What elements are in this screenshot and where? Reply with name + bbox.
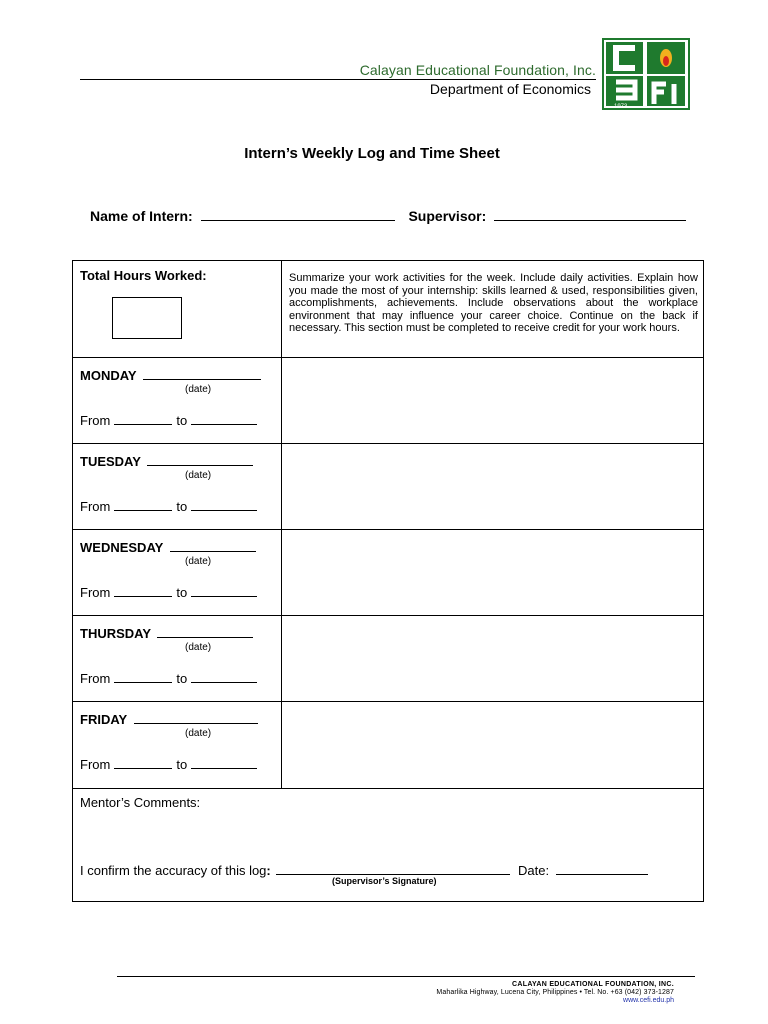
intern-supervisor-row [90,207,686,224]
from-label: From [80,757,111,772]
day-name-tuesday: TUESDAY [80,454,141,469]
mentor-comments-cell[interactable] [73,788,703,901]
date-hint: (date) [185,470,212,481]
to-label: to [176,413,188,428]
from-label: From [80,499,111,514]
to-time-field[interactable] [191,585,257,597]
intern-name-field[interactable] [201,207,395,221]
date-field-monday[interactable] [143,366,261,380]
time-range-thursday [80,671,257,686]
footer-website-link[interactable]: www.cefi.edu.ph [623,997,674,1004]
time-range-monday [80,413,257,428]
day-label-thursday [80,624,253,641]
time-range-wednesday [80,585,257,600]
footer-address: Maharlika Highway, Lucena City, Philippines • Tel. No. +63 (042) 373-1287 [436,989,674,996]
to-label: to [176,757,188,772]
to-time-field[interactable] [191,671,257,683]
activity-cell-thursday[interactable] [282,615,703,701]
to-time-field[interactable] [191,413,257,425]
day-label-wednesday [80,538,256,555]
signature-hint: (Supervisor’s Signature) [332,876,437,886]
confirm-label: I confirm the accuracy of this log [80,863,267,878]
from-label: From [80,585,111,600]
to-time-field[interactable] [191,499,257,511]
activity-cell-tuesday[interactable] [282,443,703,529]
from-label: From [80,671,111,686]
cefi-logo [602,38,690,110]
activity-cell-wednesday[interactable] [282,529,703,615]
day-cell-thursday [73,615,282,701]
date-field-friday[interactable] [134,710,258,724]
to-label: to [176,499,188,514]
from-time-field[interactable] [114,499,172,511]
from-time-field[interactable] [114,671,172,683]
time-range-friday [80,757,257,772]
day-label-friday [80,710,258,727]
date-label: Date: [518,863,550,878]
date-hint: (date) [185,728,212,739]
weekly-log-table [72,260,704,902]
to-label: to [176,585,188,600]
logo-year: 1973 [614,104,628,110]
intern-label: Name of Intern: [90,208,193,224]
date-field-thursday[interactable] [157,624,253,638]
document-title: Intern’s Weekly Log and Time Sheet [244,145,500,162]
day-label-tuesday [80,452,253,469]
instructions-cell [282,261,703,357]
date-hint: (date) [185,556,212,567]
date-hint: (date) [185,642,212,653]
department-name: Department of Economics [429,81,591,97]
day-name-thursday: THURSDAY [80,626,151,641]
organization-name: Calayan Educational Foundation, Inc. [359,62,596,78]
day-label-monday [80,366,261,383]
footer-organization: CALAYAN EDUCATIONAL FOUNDATION, INC. [512,981,674,988]
total-hours-label: Total Hours Worked: [80,268,207,283]
day-cell-friday [73,701,282,788]
day-cell-monday [73,357,282,443]
to-time-field[interactable] [191,757,257,769]
time-range-tuesday [80,499,257,514]
total-hours-box[interactable] [112,297,182,339]
total-hours-cell [73,261,282,357]
to-label: to [176,671,188,686]
footer-rule [117,976,695,977]
day-cell-tuesday [73,443,282,529]
instructions-text: Summarize your work activities for the week. Include daily activities. Explain how you made the most of your internship: skills learned & used, responsibilities given, accomplishments, achievements. Include observations about the workplace environment that may influence your career choice. Continue on the back if necessary. This section must be completed to receive credit for your work hours. [289,272,698,334]
day-name-monday: MONDAY [80,368,137,383]
from-time-field[interactable] [114,757,172,769]
supervisor-label: Supervisor: [408,208,487,224]
activity-cell-friday[interactable] [282,701,703,788]
supervisor-signature-field[interactable] [276,861,510,875]
day-cell-wednesday [73,529,282,615]
date-hint: (date) [185,384,212,395]
confirmation-date-field[interactable] [556,861,648,875]
mentor-comments-label: Mentor’s Comments: [80,795,201,810]
date-field-tuesday[interactable] [147,452,253,466]
header-rule [80,79,596,80]
from-time-field[interactable] [114,413,172,425]
date-field-wednesday[interactable] [170,538,256,552]
day-name-friday: FRIDAY [80,712,127,727]
supervisor-name-field[interactable] [494,207,686,221]
from-time-field[interactable] [114,585,172,597]
confirm-colon: : [266,863,271,878]
day-name-wednesday: WEDNESDAY [80,540,164,555]
from-label: From [80,413,111,428]
activity-cell-monday[interactable] [282,357,703,443]
